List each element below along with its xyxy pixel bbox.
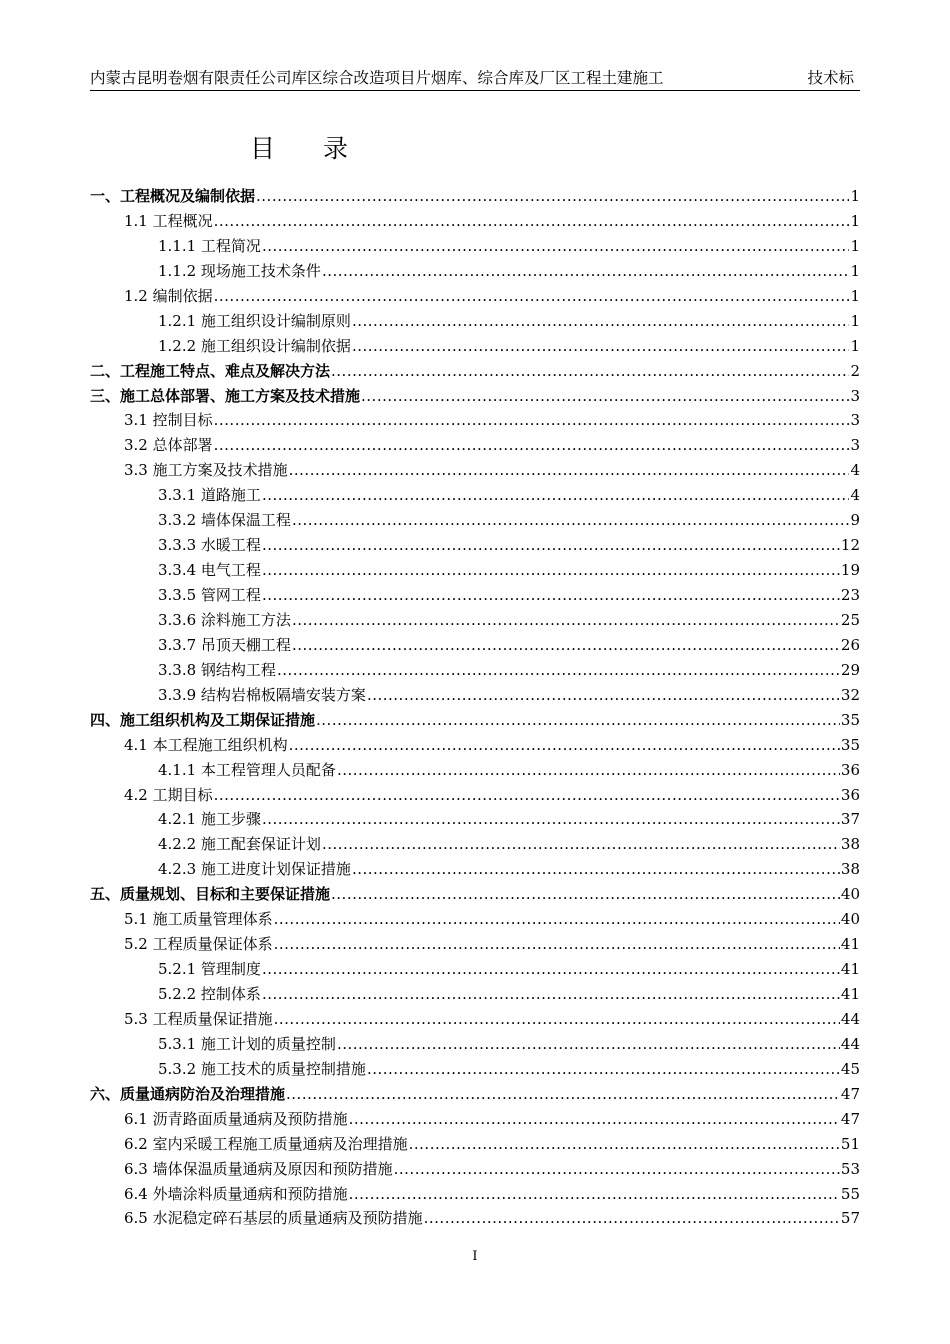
toc-entry[interactable] [90,733,860,758]
toc-dot-leader [331,882,840,907]
toc-entry[interactable] [90,1132,860,1157]
toc-dot-leader [262,483,850,508]
toc-entry-label: 1.2 编制依据 [124,286,213,305]
toc-entry-page: 36 [840,760,860,779]
page-number: I [472,1249,478,1264]
toc-entry-label: 1.2.1 施工组织设计编制原则 [158,311,351,330]
toc-entry-page: 12 [840,536,860,555]
toc-entry-page: 2 [850,361,860,380]
toc-entry-page: 1 [850,286,860,305]
toc-entry[interactable] [90,932,860,957]
toc-entry[interactable] [90,408,860,433]
toc-dot-leader [409,1132,840,1157]
toc-entry-page: 45 [840,1059,860,1078]
toc-entry[interactable] [90,1157,860,1182]
toc-entry[interactable] [90,857,860,882]
toc-dot-leader [337,1032,840,1057]
toc-entry-page: 53 [840,1159,860,1178]
toc-dot-leader [316,708,840,733]
toc-entry[interactable] [90,1107,860,1132]
toc-dot-leader [292,633,840,658]
toc-entry-label: 6.4 外墙涂料质量通病和预防措施 [124,1184,348,1203]
toc-entry[interactable] [90,533,860,558]
toc-entry-label: 3.3.9 结构岩棉板隔墙安装方案 [158,685,366,704]
toc-dot-leader [262,982,840,1007]
toc-entry[interactable] [90,608,860,633]
toc-dot-leader [256,184,849,209]
toc-entry-page: 35 [840,735,860,754]
toc-dot-leader [352,309,850,334]
toc-entry-label: 5.3.1 施工计划的质量控制 [158,1034,336,1053]
toc-entry[interactable] [90,1007,860,1032]
toc-entry[interactable] [90,758,860,783]
toc-dot-leader [262,807,840,832]
toc-entry-label: 5.2.2 控制体系 [158,985,261,1003]
toc-entry-page: 32 [840,685,860,704]
toc-entry-label: 3.3.2 墙体保温工程 [158,511,291,530]
toc-entry-label: 1.1 工程概况 [124,211,213,230]
page-header [90,66,860,91]
toc-entry-page: 4 [850,461,860,480]
toc-dot-leader [262,533,840,558]
toc-entry[interactable] [90,658,860,683]
toc-entry-page: 38 [840,860,860,879]
toc-entry-label: 1.2.2 施工组织设计编制依据 [158,336,351,355]
toc-entry-label: 3.2 总体部署 [124,436,213,455]
toc-entry[interactable] [90,483,860,508]
toc-entry[interactable] [90,957,860,982]
toc-entry-page: 1 [850,236,860,255]
toc-entry-label: 3.3.6 涂料施工方法 [158,610,291,629]
toc-entry-label: 五、质量规划、目标和主要保证措施 [90,885,331,904]
toc-entry-label: 一、工程概况及编制依据 [90,187,256,205]
toc-entry-page: 38 [840,835,860,854]
toc-dot-leader [337,758,840,783]
toc-entry-page: 3 [850,386,860,405]
toc-entry-label: 4.2 工期目标 [124,785,213,804]
toc-dot-leader [367,683,840,708]
toc-entry-label: 6.1 沥青路面质量通病及预防措施 [124,1109,348,1128]
toc-entry-page: 40 [840,885,860,904]
toc-entry-page: 47 [840,1109,860,1128]
toc-entry-page: 29 [840,660,860,679]
toc-entry-page: 40 [840,910,860,929]
toc-entry-page: 1 [850,261,860,280]
toc-entry-page: 26 [840,635,860,654]
toc-entry-label: 3.3 施工方案及技术措施 [124,461,288,480]
toc-entry[interactable] [90,783,860,808]
toc-entry[interactable] [90,982,860,1007]
toc-entry-page: 9 [850,511,860,530]
toc-entry-label: 1.1.2 现场施工技术条件 [158,261,321,280]
toc-entry[interactable] [90,1032,860,1057]
header-project-title: 内蒙古昆明卷烟有限责任公司库区综合改造项目片烟库、综合库及厂区工程土建施工 [90,69,664,87]
toc-entry-page: 47 [840,1084,860,1103]
toc-dot-leader [214,783,840,808]
toc-entry-page: 19 [840,561,860,580]
table-of-contents [90,184,860,1231]
toc-entry-page: 1 [850,187,860,205]
toc-entry-page: 57 [840,1209,860,1228]
toc-title: 目录 [250,134,397,163]
toc-dot-leader [262,957,840,982]
toc-entry-page: 41 [840,960,860,979]
toc-entry[interactable] [90,708,860,733]
toc-entry[interactable] [90,184,860,209]
toc-dot-leader [361,384,849,409]
toc-entry-page: 1 [850,311,860,330]
toc-dot-leader [214,433,850,458]
toc-entry-page: 4 [850,486,860,505]
toc-entry[interactable] [90,1057,860,1082]
toc-entry-label: 5.3.2 施工技术的质量控制措施 [158,1059,366,1078]
toc-entry[interactable] [90,458,860,483]
toc-dot-leader [424,1206,840,1231]
toc-dot-leader [322,259,850,284]
toc-dot-leader [214,209,850,234]
toc-entry-label: 4.2.2 施工配套保证计划 [158,835,321,854]
toc-entry-page: 25 [840,610,860,629]
toc-entry[interactable] [90,234,860,259]
toc-entry-label: 3.3.5 管网工程 [158,586,261,604]
toc-entry-label: 3.3.8 钢结构工程 [158,660,276,679]
toc-entry-label: 3.3.4 电气工程 [158,561,261,580]
toc-entry[interactable] [90,1182,860,1207]
toc-dot-leader [277,658,840,683]
page-footer [0,1248,950,1266]
toc-entry[interactable] [90,583,860,608]
toc-entry-label: 5.1 施工质量管理体系 [124,910,273,929]
toc-entry[interactable] [90,1206,860,1231]
toc-dot-leader [352,334,850,359]
toc-dot-leader [349,1107,840,1132]
toc-entry[interactable] [90,683,860,708]
toc-dot-leader [292,508,850,533]
toc-entry-page: 41 [840,985,860,1003]
toc-entry-label: 6.3 墙体保温质量通病及原因和预防措施 [124,1159,393,1178]
toc-entry[interactable] [90,907,860,932]
toc-entry[interactable] [90,284,860,309]
toc-entry-page: 3 [850,436,860,455]
toc-entry[interactable] [90,882,860,907]
toc-entry-label: 4.2.3 施工进度计划保证措施 [158,860,351,879]
toc-entry-label: 6.2 室内采暖工程施工质量通病及治理措施 [124,1134,408,1153]
toc-dot-leader [262,558,840,583]
toc-dot-leader [349,1182,840,1207]
toc-dot-leader [394,1157,840,1182]
toc-entry-label: 5.2 工程质量保证体系 [124,935,273,954]
toc-entry[interactable] [90,309,860,334]
toc-dot-leader [274,907,840,932]
toc-entry-label: 六、质量通病防治及治理措施 [90,1084,286,1103]
toc-entry-label: 3.3.3 水暖工程 [158,536,261,555]
toc-entry[interactable] [90,384,860,409]
toc-entry-label: 四、施工组织机构及工期保证措施 [90,710,316,729]
toc-dot-leader [214,284,850,309]
toc-entry-label: 4.2.1 施工步骤 [158,810,261,829]
toc-entry-label: 5.2.1 管理制度 [158,960,261,979]
toc-entry-page: 51 [840,1134,860,1153]
toc-entry-label: 1.1.1 工程简况 [158,236,261,255]
toc-entry-page: 37 [840,810,860,829]
toc-dot-leader [289,733,840,758]
toc-entry-page: 41 [840,935,860,954]
toc-entry-label: 4.1 本工程施工组织机构 [124,735,288,754]
toc-entry-page: 36 [840,785,860,804]
toc-entry[interactable] [90,558,860,583]
toc-entry-page: 23 [840,586,860,604]
toc-dot-leader [274,932,840,957]
toc-entry-page: 44 [840,1009,860,1028]
toc-entry-label: 二、工程施工特点、难点及解决方法 [90,361,331,380]
toc-entry-label: 3.3.7 吊顶天棚工程 [158,635,291,654]
toc-entry-label: 5.3 工程质量保证措施 [124,1009,273,1028]
toc-dot-leader [274,1007,840,1032]
toc-entry-page: 1 [850,336,860,355]
toc-entry-page: 35 [840,710,860,729]
toc-entry-label: 6.5 水泥稳定碎石基层的质量通病及预防措施 [124,1209,423,1228]
toc-entry[interactable] [90,209,860,234]
toc-dot-leader [352,857,840,882]
toc-entry-page: 1 [850,211,860,230]
toc-entry[interactable] [90,359,860,384]
toc-entry[interactable] [90,832,860,857]
toc-entry-label: 三、施工总体部署、施工方案及技术措施 [90,386,361,405]
toc-entry-label: 4.1.1 本工程管理人员配备 [158,760,336,779]
toc-dot-leader [262,583,840,608]
toc-entry[interactable] [90,807,860,832]
toc-dot-leader [214,408,850,433]
toc-dot-leader [322,832,840,857]
toc-dot-leader [331,359,849,384]
toc-dot-leader [286,1082,840,1107]
header-doc-type: 技术标 [807,69,854,87]
toc-entry[interactable] [90,633,860,658]
toc-dot-leader [289,458,850,483]
toc-entry-label: 3.1 控制目标 [124,411,213,430]
toc-dot-leader [367,1057,840,1082]
toc-entry-label: 3.3.1 道路施工 [158,486,261,505]
toc-entry-page: 44 [840,1034,860,1053]
toc-entry-page: 3 [850,411,860,430]
toc-entry[interactable] [90,334,860,359]
toc-dot-leader [262,234,850,259]
toc-entry[interactable] [90,1082,860,1107]
toc-entry[interactable] [90,508,860,533]
toc-entry[interactable] [90,433,860,458]
toc-entry-page: 55 [840,1184,860,1203]
toc-dot-leader [292,608,840,633]
toc-entry[interactable] [90,259,860,284]
